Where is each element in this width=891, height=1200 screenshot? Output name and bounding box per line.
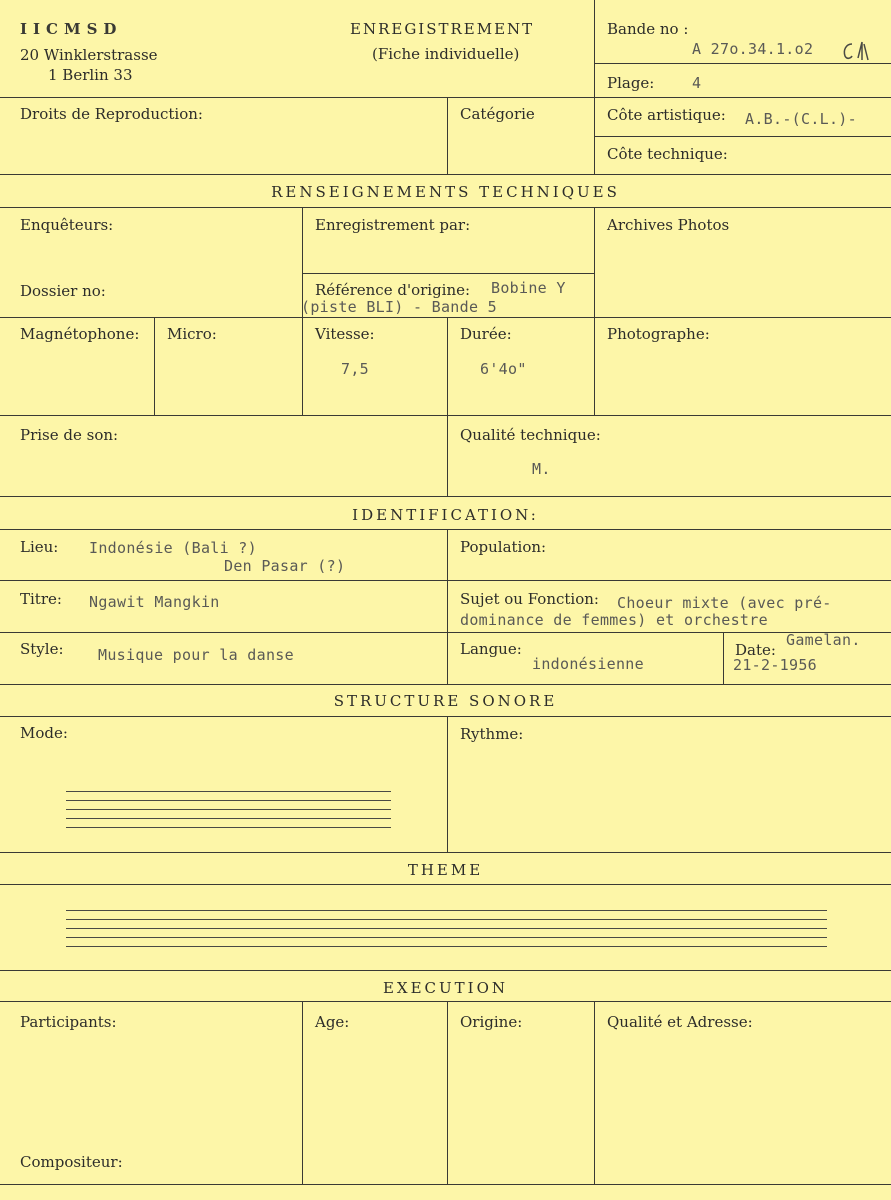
age-label: Age: (315, 1013, 350, 1031)
divider (302, 273, 594, 274)
section-heading: RENSEIGNEMENTS TECHNIQUES (271, 183, 620, 201)
divider (0, 970, 891, 971)
qualite-technique-value: M. (532, 460, 551, 478)
divider (447, 1001, 448, 1184)
form-title: ENREGISTREMENT (350, 20, 535, 38)
divider (0, 580, 891, 581)
reference-value: Bobine Y (491, 279, 566, 297)
plage-label: Plage: (607, 74, 655, 92)
staff-line (66, 946, 827, 947)
divider (0, 97, 891, 98)
micro-label: Micro: (167, 325, 217, 343)
plage-value: 4 (692, 74, 702, 92)
divider (0, 317, 891, 318)
section-heading: THEME (407, 861, 484, 879)
cote-artistique-label: Côte artistique: (607, 106, 726, 124)
lieu-value: Indonésie (Bali ?) (89, 539, 257, 557)
style-value: Musique pour la danse (98, 646, 294, 664)
divider (594, 1001, 595, 1184)
titre-value: Ngawit Mangkin (89, 593, 220, 611)
address-line: 20 Winklerstrasse (20, 46, 158, 64)
langue-value: indonésienne (532, 655, 644, 673)
magnetophone-label: Magnétophone: (20, 325, 140, 343)
handwritten-mark-icon (840, 36, 876, 66)
staff-line (66, 910, 827, 911)
bande-value: A 27o.34.1.o2 (692, 40, 814, 58)
divider (0, 207, 891, 208)
divider (723, 632, 724, 684)
staff-line (66, 800, 391, 801)
form-subtitle: (Fiche individuelle) (372, 45, 520, 63)
lieu-label: Lieu: (20, 538, 59, 556)
divider (447, 529, 448, 684)
duree-label: Durée: (460, 325, 512, 343)
gamelan-value: Gamelan. (786, 631, 861, 649)
reference-label: Référence d'origine: (315, 281, 471, 299)
qualite-technique-label: Qualité technique: (460, 426, 601, 444)
address-line: 1 Berlin 33 (48, 66, 133, 84)
staff-line (66, 937, 827, 938)
date-label: Date: (735, 641, 776, 659)
staff-line (66, 919, 827, 920)
qualite-adresse-label: Qualité et Adresse: (607, 1013, 753, 1031)
org-logo: IICMSD (20, 20, 123, 38)
participants-label: Participants: (20, 1013, 117, 1031)
staff-line (66, 827, 391, 828)
divider (0, 684, 891, 685)
divider (447, 97, 448, 174)
divider (0, 884, 891, 885)
rythme-label: Rythme: (460, 725, 524, 743)
droits-label: Droits de Reproduction: (20, 105, 203, 123)
sujet-label: Sujet ou Fonction: (460, 590, 599, 608)
cote-technique-label: Côte technique: (607, 145, 728, 163)
enregistrement-label: Enregistrement par: (315, 216, 471, 234)
categorie-label: Catégorie (460, 105, 535, 123)
cote-artistique-value: A.B.-(C.L.)- (745, 110, 857, 128)
vitesse-value: 7,5 (341, 360, 369, 378)
sujet-value: dominance de femmes) et orchestre (460, 611, 768, 629)
titre-label: Titre: (20, 590, 62, 608)
enqueteurs-label: Enquêteurs: (20, 216, 114, 234)
section-heading: IDENTIFICATION: (352, 506, 539, 524)
divider (0, 716, 891, 717)
origine-label: Origine: (460, 1013, 523, 1031)
sujet-value: Choeur mixte (avec pré- (617, 594, 832, 612)
style-label: Style: (20, 640, 64, 658)
divider (0, 529, 891, 530)
divider (447, 716, 448, 852)
divider (594, 207, 595, 415)
date-value: 21-2-1956 (733, 656, 817, 674)
divider (0, 632, 891, 633)
lieu-value: Den Pasar (?) (224, 557, 346, 575)
divider (447, 317, 448, 496)
staff-line (66, 928, 827, 929)
bande-label: Bande no : (607, 20, 689, 38)
duree-value: 6'4o" (480, 360, 527, 378)
dossier-label: Dossier no: (20, 282, 106, 300)
divider (0, 1001, 891, 1002)
divider (0, 174, 891, 175)
prise-de-son-label: Prise de son: (20, 426, 119, 444)
archives-label: Archives Photos (607, 216, 730, 234)
population-label: Population: (460, 538, 547, 556)
divider (594, 0, 595, 174)
divider (0, 415, 891, 416)
compositeur-label: Compositeur: (20, 1153, 123, 1171)
divider (594, 136, 891, 137)
photographe-label: Photographe: (607, 325, 710, 343)
langue-label: Langue: (460, 640, 522, 658)
divider (154, 317, 155, 415)
staff-line (66, 791, 391, 792)
section-heading: STRUCTURE SONORE (333, 692, 558, 710)
staff-line (66, 809, 391, 810)
divider (0, 1184, 891, 1185)
section-heading: EXECUTION (382, 979, 509, 997)
reference-value: (piste BLI) - Bande 5 (301, 298, 497, 316)
divider (0, 496, 891, 497)
vitesse-label: Vitesse: (315, 325, 375, 343)
staff-line (66, 818, 391, 819)
divider (302, 1001, 303, 1184)
mode-label: Mode: (20, 724, 68, 742)
divider (0, 852, 891, 853)
